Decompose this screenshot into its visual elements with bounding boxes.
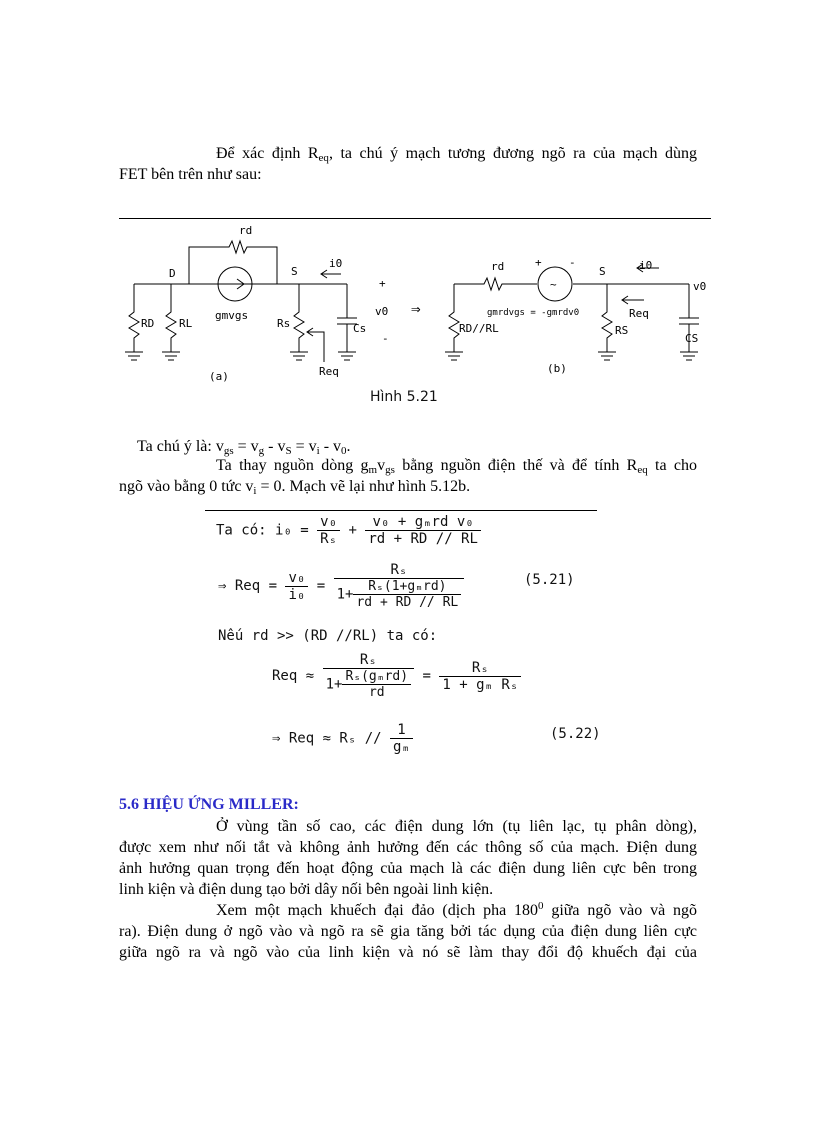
body-line-1: Ta chú ý là: $v_{gs} = v_g - v_S = v_i - v_0$. <box>137 438 351 457</box>
a-d-label: D <box>169 267 176 280</box>
a-gmvgs-label: gmvgs <box>215 309 249 322</box>
section-heading: 5.6 HIỆU ỨNG MILLER: <box>119 796 299 813</box>
b-minus: - <box>569 256 576 269</box>
body-line-3: ngõ vào bằng 0 tức $v_i = 0$. Mạch vẽ lại như hình 5.12b. <box>119 478 471 497</box>
b-figure-label: (b) <box>547 362 567 375</box>
b-rdrl-resistor <box>449 284 459 352</box>
a-req-label: Req <box>319 365 339 378</box>
equation-req-2: Req ≈ Rₛ 1+ $\frac{\text{Rₛ(gₘrd)}}{rd}$ = $\frac{\text{Rₛ}}{\text{1 + gₘ Rₛ}}$ <box>272 652 521 700</box>
equation-label-5-22: (5.22) <box>550 726 601 742</box>
a-cs-capacitor <box>337 284 357 352</box>
a-cs-label: Cs <box>353 322 367 335</box>
figure-caption: Hình 5.21 <box>370 389 438 405</box>
equation-req-1: ⇒ Req = $\frac{\text{v₀}}{\text{i₀}}$ = Rₛ 1+ $\frac{\text{Rₛ(1+gₘrd)}}{rd + RD // RL}$ <box>218 562 464 610</box>
b-i0-label: i0 <box>639 259 653 272</box>
section-p1-line-2: được xem như nối tắt và không ảnh hưởng đến các thông số của mạch. Điện dung <box>119 839 697 856</box>
b-s-label: S <box>599 265 606 278</box>
a-rd-label: rd <box>239 224 253 237</box>
intro-line-1: Để xác định $R_{eq}$, ta chú ý mạch tương đương ngõ ra của mạch dùng <box>216 145 697 164</box>
equation-req-3: ⇒ Req ≈ Rₛ // $\frac{1}{\text{gₘ}}$ <box>272 722 413 755</box>
b-rs-label: RS <box>615 324 629 337</box>
equation-label-5-21: (5.21) <box>524 572 575 588</box>
a-plus: + <box>379 277 386 290</box>
a-rd-branch <box>189 241 277 284</box>
b-rdrl-label: RD//RL <box>459 322 499 335</box>
section-p2-line-2: ra). Điện dung ở ngõ vào và ngõ ra sẽ gia tăng bởi tác dụng của điện dung liên cực <box>119 923 697 940</box>
section-p1-line-4: linh kiện và điện dung tạo bởi dây nối bên ngoài linh kiện. <box>119 881 494 898</box>
section-p2-line-1: Xem một mạch khuếch đại đảo (dịch pha $180^0$ giữa ngõ vào và ngõ <box>216 900 698 919</box>
a-figure-label: (a) <box>209 370 229 383</box>
a-rd-res-label: RD <box>141 317 155 330</box>
b-rd-label: rd <box>491 260 505 273</box>
b-source-label: gmrdvgs = -gmrdv0 <box>487 308 580 318</box>
circuit-figure <box>119 222 711 387</box>
body-line-2: Ta thay nguồn dòng $g_mv_{gs}$ bằng nguồn điện thế và để tính $R_{eq}$ ta cho <box>216 457 697 476</box>
a-i0-label: i0 <box>329 257 343 270</box>
section-p1-line-3: ảnh hưởng quan trọng đến hoạt động của mạch là các điện dung liên cực bên trong <box>119 860 697 877</box>
a-rs-label: Rs <box>277 317 291 330</box>
b-tilde: ~ <box>550 278 557 291</box>
b-rs-resistor <box>602 284 612 352</box>
equation-i0: Ta có: i₀ = $\frac{\text{v₀}}{\text{Rₛ}}$ + $\frac{\text{v₀ + gₘrd v₀}}{rd + RD // RL}$ <box>216 514 481 547</box>
a-rl-resistor <box>166 284 176 352</box>
section-p1-line-1: Ở vùng tần số cao, các điện dung lớn (tụ liên lạc, tụ phân dòng), <box>216 818 697 835</box>
b-rd <box>454 278 537 290</box>
equation-rule <box>205 510 597 511</box>
intro-line-2: FET bên trên như sau: <box>119 166 262 183</box>
a-req-arrow <box>307 328 324 362</box>
figure-top-rule <box>119 218 711 219</box>
b-req-label: Req <box>629 307 649 320</box>
a-rd-resistor <box>129 284 139 352</box>
a-rl-label: RL <box>179 317 193 330</box>
a-s-label: S <box>291 265 298 278</box>
b-cs-label: CS <box>685 332 699 345</box>
a-rs-resistor <box>294 284 304 352</box>
section-p2-line-3: giữa ngõ ra và ngõ vào của linh kiện và nó sẽ làm thay đổi độ khuếch đại của <box>119 944 697 961</box>
equation-condition: Nếu rd >> (RD //RL) ta có: <box>218 628 438 644</box>
b-plus: + <box>535 256 542 269</box>
figure-arrow: ⇒ <box>411 299 421 318</box>
a-v0: v0 <box>375 305 389 318</box>
b-v0-label: v0 <box>693 280 707 293</box>
a-minus: - <box>382 332 389 345</box>
